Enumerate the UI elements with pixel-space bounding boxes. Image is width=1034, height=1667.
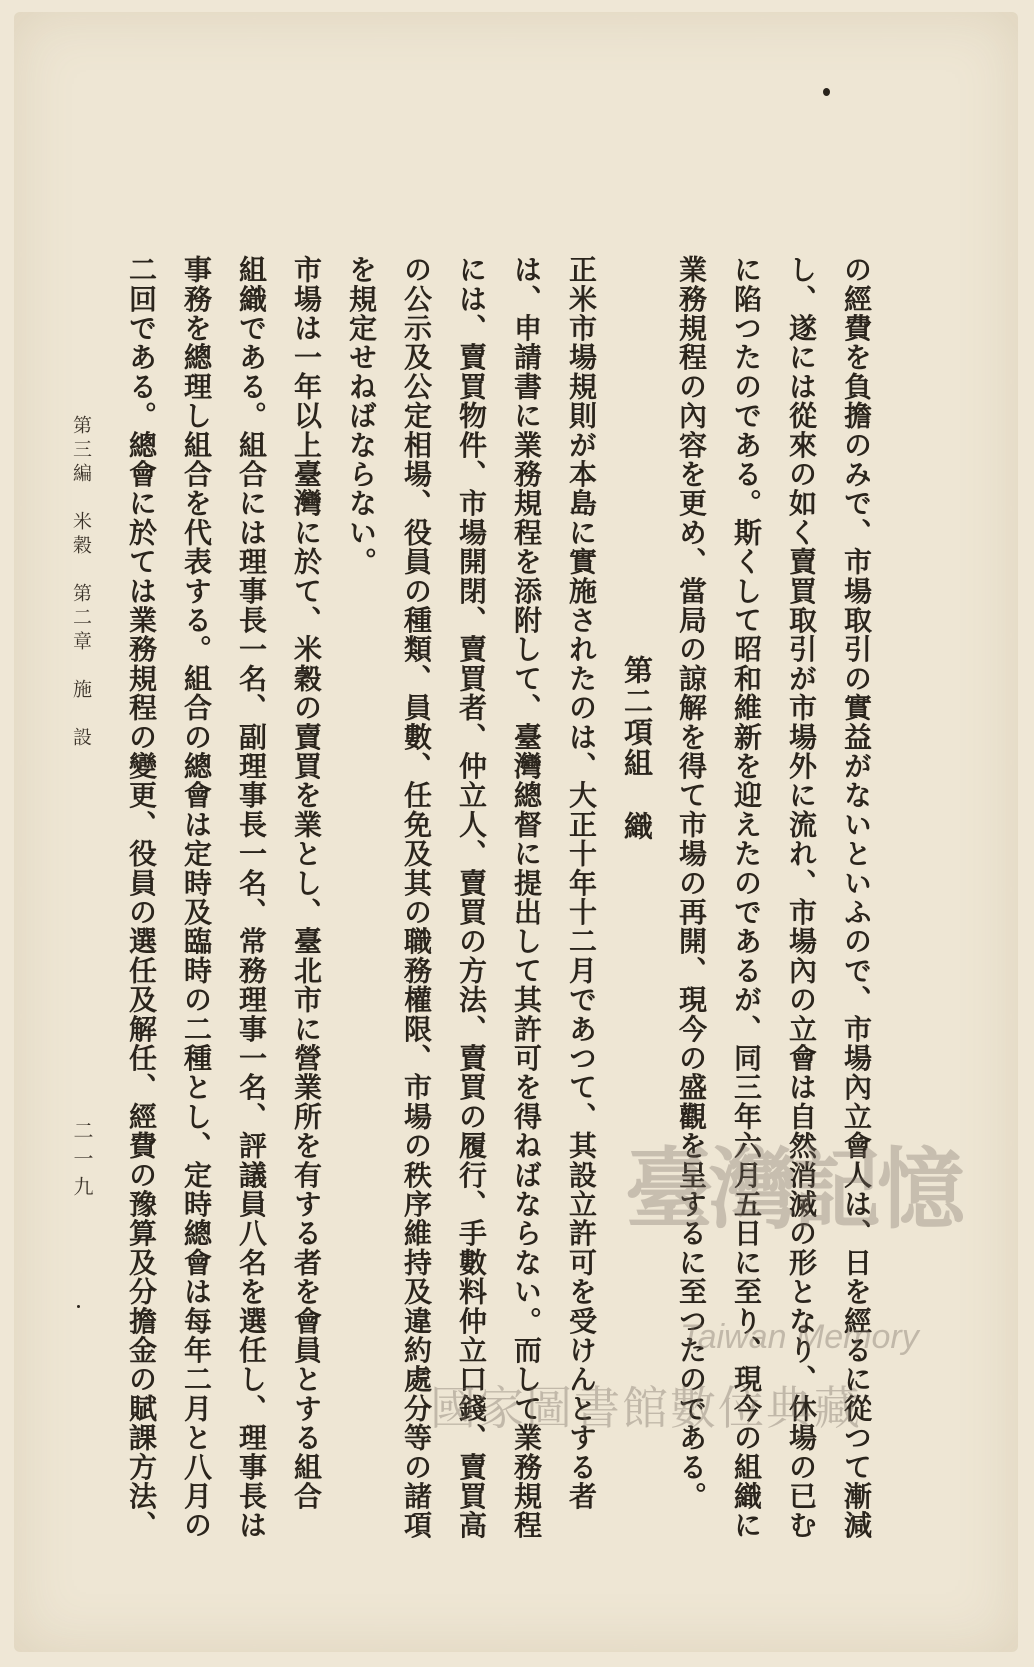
text-column: し、遂には從來の如く賣買取引が市場外に流れ、市場內の立會は自然消滅の形となり、休場の已む (785, 255, 818, 1540)
text-column: 組織である。組合には理事長一名、副理事長一名、常務理事一名、評議員八名を選任し、理事長は (235, 255, 268, 1540)
text-column: の公示及公定相場、役員の種類、員數、任免及其の職務權限、市場の秩序維持及違約處分等の諸項 (400, 255, 433, 1540)
ink-speck (77, 1305, 80, 1308)
watermark-english: Taiwan Memory (680, 1318, 919, 1356)
text-column: 事務を總理し組合を代表する。組合の總會は定時及臨時の二種とし、定時總會は每年二月と八月の (180, 255, 213, 1540)
text-column: 二回である。總會に於ては業務規程の變更、役員の選任及解任、經費の豫算及分擔金の賦課方法、 (125, 255, 158, 1540)
watermark-chinese: 國家圖書館數位典藏 (430, 1381, 862, 1435)
vertical-body-text (124, 255, 884, 1540)
page-number: 二一九 (70, 1120, 94, 1204)
ink-speck (823, 88, 830, 96)
text-column: の經費を負擔のみで、市場取引の實益がないといふので、市場內立會人は、日を經るに從つて漸減 (840, 255, 873, 1540)
text-column: を規定せねばならない。 (345, 255, 378, 577)
watermark-seal: 臺灣記憶 (625, 1138, 962, 1241)
section-number: 第二項 (620, 655, 654, 748)
text-column: 正米市場規則が本島に實施されたのは、大正十年十二月であつて、其設立許可を受けんとする者 (565, 255, 598, 1511)
text-column: は、申請書に業務規程を添附して、臺灣總督に提出して其許可を得ねばならない。而して業務規程 (510, 255, 543, 1540)
running-head: 第三編 米穀 第二章 施 設 (70, 415, 92, 751)
section-heading (609, 255, 664, 1470)
section-title: 組織 (620, 748, 654, 874)
text-column: 業務規程の內容を更め、當局の諒解を得て市場の再開、現今の盛觀を呈するに至つたのである。 (675, 255, 708, 1511)
text-column: には、賣買物件、市場開閉、賣買者、仲立人、賣買の方法、賣買の履行、手數料仲立口錢、賣買高 (455, 255, 488, 1540)
text-column: に陷つたのである。斯くして昭和維新を迎えたのであるが、同三年六月五日に至り、現今の組織に (730, 255, 763, 1540)
text-column: 市場は一年以上臺灣に於て、米穀の賣買を業とし、臺北市に營業所を有する者を會員とする組合 (290, 255, 323, 1511)
